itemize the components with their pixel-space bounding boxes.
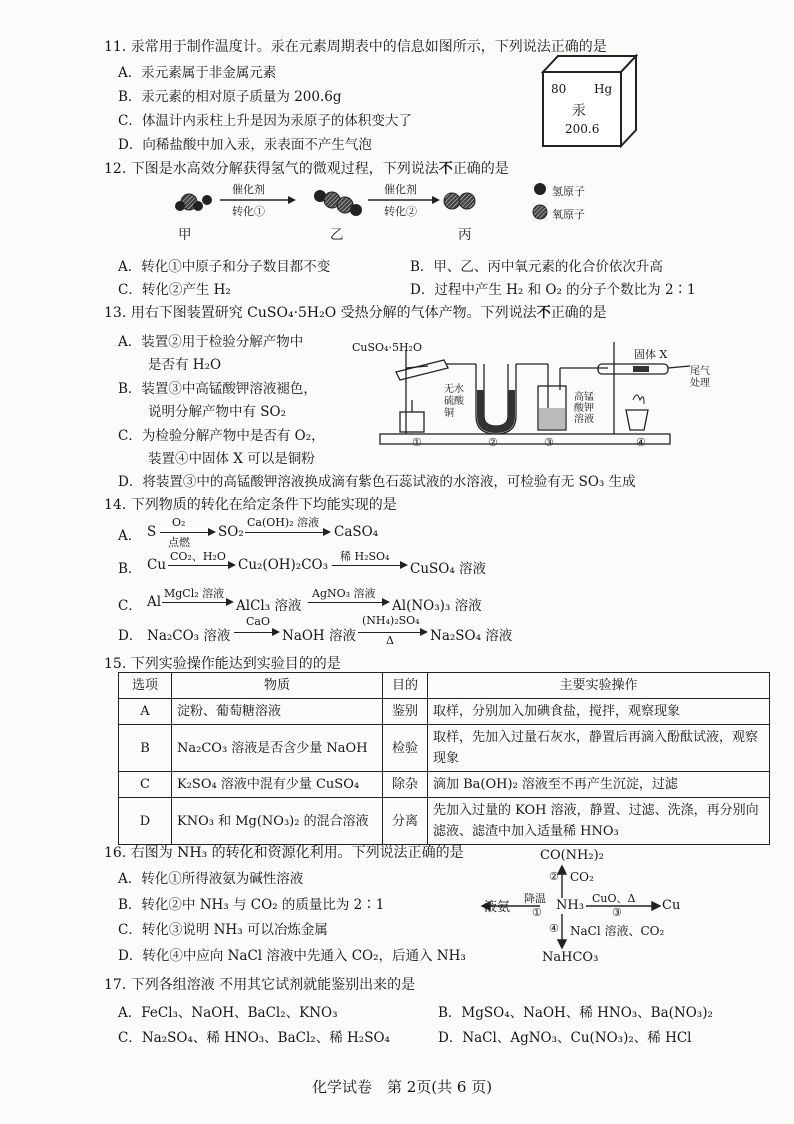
fig-number-1: ① <box>412 436 422 449</box>
table-row <box>119 725 770 772</box>
table-header-row <box>119 673 770 699</box>
molecule-bing <box>444 193 475 209</box>
q12-stem-text: 12. 下图是水高效分解获得氢气的微观过程，下列说法 <box>104 161 439 177</box>
q12-step2-catalyst: 催化剂 <box>384 183 417 196</box>
table-cell: 滴加 Ba(OH)₂ 溶液至不再产生沉淀，过滤 <box>428 772 770 798</box>
fig-liquid-ammonia: 液氨 <box>484 900 511 915</box>
fig-urea: CO(NH₂)₂ <box>540 848 604 863</box>
fig-number-4: ④ <box>636 436 646 449</box>
q14-d-c2: (NH₄)₂SO₄ <box>362 614 420 627</box>
table-cell: D <box>119 798 172 845</box>
label-jia: 甲 <box>178 227 192 243</box>
q14-c-c1: MgCl₂ 溶液 <box>164 587 225 600</box>
element-atomic-number: 80 <box>551 82 567 96</box>
table-cell: 鉴别 <box>383 699 428 725</box>
q12-stem-emphasis: 不 <box>438 161 453 177</box>
fig-cooling: 降温 <box>524 892 546 905</box>
table-row <box>119 772 770 798</box>
q14-a-s1: S <box>147 524 157 540</box>
q11-stem: 11. 汞常用于制作温度计。汞在元素周期表中的信息如图所示，下列说法正确的是 <box>104 39 607 55</box>
table-cell: K₂SO₄ 溶液中混有少量 CuSO₄ <box>172 772 383 798</box>
table-cell: KNO₃ 和 Mg(NO₃)₂ 的混合溶液 <box>172 798 383 845</box>
fig-nahco3: NaHCO₃ <box>542 950 599 965</box>
table-cell: C <box>119 772 172 798</box>
table-row <box>119 699 770 725</box>
q13-option-d: D．将装置③中的高锰酸钾溶液换成滴有紫色石蕊试液的水溶液，可检验有无 SO₃ 生成 <box>118 474 636 490</box>
q12-option-c: C．转化②产生 H₂ <box>118 282 231 298</box>
q17-option-d: D．NaCl、AgNO₃、Cu(NO₃)₂、稀 HCl <box>438 1030 692 1046</box>
fig-step-4: ④ <box>549 922 559 935</box>
q16-stem: 16. 右图为 NH₃ 的转化和资源化利用。下列说法正确的是 <box>104 845 464 861</box>
molecule-jia <box>175 194 212 211</box>
fig-number-3: ③ <box>544 436 554 449</box>
q17-stem: 17. 下列各组溶液 不用其它试剂就能鉴别出来的是 <box>104 977 416 993</box>
q12-step1-label: 转化① <box>232 205 265 218</box>
q16-option-c: C．转化③说明 NH₃ 可以冶炼金属 <box>118 922 328 938</box>
q14-a-c2: Ca(OH)₂ 溶液 <box>247 516 320 529</box>
q11-option-a: A．汞元素属于非金属元素 <box>118 65 277 81</box>
q14-d-c1: CaO <box>246 615 270 628</box>
q14-b-label: B． <box>118 561 142 577</box>
molecule-yi <box>314 190 362 216</box>
header-option: 选项 <box>119 673 172 699</box>
q12-option-d: D．过程中产生 H₂ 和 O₂ 的分子个数比为 2∶1 <box>410 282 696 298</box>
table-cell: 淀粉、葡萄糖溶液 <box>172 699 383 725</box>
q14-stem: 14. 下列物质的转化在给定条件下均能实现的是 <box>104 497 397 513</box>
q14-d-s2: NaOH 溶液 <box>282 628 356 644</box>
q16-option-d: D．转化④中应向 NaCl 溶液中先通入 CO₂，后通入 NH₃ <box>118 948 466 964</box>
fig-number-2: ② <box>488 436 498 449</box>
fig-nh3: NH₃ <box>556 898 584 913</box>
q16-option-b: B．转化②中 NH₃ 与 CO₂ 的质量比为 2∶1 <box>118 897 385 913</box>
q13-stem-emphasis: 不 <box>536 305 551 321</box>
fig-nacl-co2: NaCl 溶液、CO₂ <box>570 924 665 938</box>
table-row <box>119 798 770 845</box>
fig-reagent-label: CuSO₄·5H₂O <box>352 341 422 354</box>
q14-b-s2: Cu₂(OH)₂CO₃ <box>238 557 329 573</box>
q11-option-d: D．向稀盐酸中加入汞，汞表面不产生气泡 <box>118 137 372 153</box>
table-cell: 分离 <box>383 798 428 845</box>
q14-d-label: D． <box>118 628 143 644</box>
q13-stem-text: 13. 用右下图装置研究 CuSO₄·5H₂O 受热分解的气体产物。下列说法 <box>104 305 537 321</box>
q12-step2-label: 转化② <box>384 205 417 218</box>
q11-option-c: C．体温计内汞柱上升是因为汞原子的体积变大了 <box>118 113 412 129</box>
q13-option-a-line1: A．装置②用于检验分解产物中 <box>118 334 304 350</box>
header-substance: 物质 <box>172 673 383 699</box>
q14-a-s3: CaSO₄ <box>334 524 379 540</box>
q14-b-s3: CuSO₄ 溶液 <box>410 561 487 577</box>
q12-stem-tail: 正确的是 <box>452 161 509 177</box>
header-operation: 主要实验操作 <box>428 673 770 699</box>
q14-a-label: A． <box>118 528 142 544</box>
table-cell: B <box>119 725 172 772</box>
q13-stem <box>104 302 607 322</box>
table-cell: 取样，分别加入加碘食盐，搅拌，观察现象 <box>428 699 770 725</box>
q14-c-s3: Al(NO₃)₃ 溶液 <box>392 598 482 614</box>
fig-step-1: ① <box>532 906 542 919</box>
q16-option-a: A．转化①所得液氨为碱性溶液 <box>118 871 304 887</box>
fig-solid-x-label: 固体 X <box>634 348 668 361</box>
q14-c-label: C． <box>118 598 142 614</box>
element-symbol: Hg <box>594 82 613 96</box>
q14-b-s1: Cu <box>147 557 167 573</box>
q17-option-b: B．MgSO₄、NaOH、稀 HNO₃、Ba(NO₃)₂ <box>438 1005 713 1021</box>
table-cell: 取样，先加入过量石灰水，静置后再滴入酚酞试液，观察现象 <box>428 725 770 772</box>
table-cell: 检验 <box>383 725 428 772</box>
q12-option-b: B．甲、乙、丙中氧元素的化合价依次升高 <box>410 259 663 275</box>
q14-c-c2: AgNO₃ 溶液 <box>312 587 376 600</box>
q14-a-c1: O₂ <box>172 516 186 529</box>
fig-step-2: ② <box>549 870 559 883</box>
q13-stem-tail: 正确的是 <box>550 305 607 321</box>
q14-a-c1-condition: 点燃 <box>168 536 190 549</box>
q15-experiment-table <box>118 672 770 845</box>
legend-hydrogen: 氢原子 <box>552 185 585 198</box>
table-cell: 先加入过量的 KOH 溶液，静置、过滤、洗涤，再分别向滤液、滤渣中加入适量稀 HNO₃ <box>428 798 770 845</box>
table-cell: A <box>119 699 172 725</box>
q11-option-b: B．汞元素的相对原子质量为 200.6g <box>118 89 342 105</box>
q14-c-s2: AlCl₃ 溶液 <box>236 598 302 614</box>
element-atomic-mass: 200.6 <box>565 122 600 136</box>
legend-oxygen: 氧原子 <box>552 208 585 221</box>
q12-step1-catalyst: 催化剂 <box>232 183 265 196</box>
element-name: 汞 <box>572 103 586 119</box>
q13-option-c-line2: 装置④中固体 X 可以是铜粉 <box>148 451 315 467</box>
q14-c-s1: Al <box>147 594 162 610</box>
q12-stem <box>104 158 509 178</box>
q17-option-a: A．FeCl₃、NaOH、BaCl₂、KNO₃ <box>118 1005 338 1021</box>
q14-b-c1: CO₂、H₂O <box>170 550 226 563</box>
q13-option-a-line2: 是否有 H₂O <box>148 357 222 373</box>
label-bing: 丙 <box>458 227 472 243</box>
fig-kmno4-label: 高锰酸钾溶液 <box>574 392 594 425</box>
fig-cuo-heat: CuO、Δ <box>592 892 636 905</box>
q12-option-a: A．转化①中原子和分子数目都不变 <box>118 259 331 275</box>
q13-option-b-line2: 说明分解产物中有 SO₂ <box>148 404 287 420</box>
fig-step-3: ③ <box>612 906 622 919</box>
fig-co2: CO₂ <box>570 870 594 884</box>
page-footer: 化学试卷 第 2页(共 6 页) <box>312 1078 493 1096</box>
table-cell: Na₂CO₃ 溶液是否含少量 NaOH <box>172 725 383 772</box>
q14-d-c2-condition: Δ <box>386 634 394 647</box>
fig-anhydrous-cuso4-label: 无水硫酸铜 <box>444 384 464 419</box>
q13-option-b-line1: B．装置③中高锰酸钾溶液褪色， <box>118 381 317 397</box>
q17-option-c: C．Na₂SO₄、稀 HNO₃、BaCl₂、稀 H₂SO₄ <box>118 1030 390 1046</box>
header-purpose: 目的 <box>383 673 428 699</box>
q14-b-c2: 稀 H₂SO₄ <box>340 550 390 563</box>
q14-d-s3: Na₂SO₄ 溶液 <box>430 628 513 644</box>
q14-d-s1: Na₂CO₃ 溶液 <box>147 628 231 644</box>
q15-stem: 15. 下列实验操作能达到实验目的的是 <box>104 656 341 672</box>
table-cell: 除杂 <box>383 772 428 798</box>
q13-option-c-line1: C．为检验分解产物中是否有 O₂， <box>118 428 325 444</box>
q14-a-s2: SO₂ <box>218 524 244 540</box>
fig-copper: Cu <box>662 898 681 913</box>
label-yi: 乙 <box>330 227 344 243</box>
fig-tail-gas-label: 尾气处理 <box>690 366 710 389</box>
